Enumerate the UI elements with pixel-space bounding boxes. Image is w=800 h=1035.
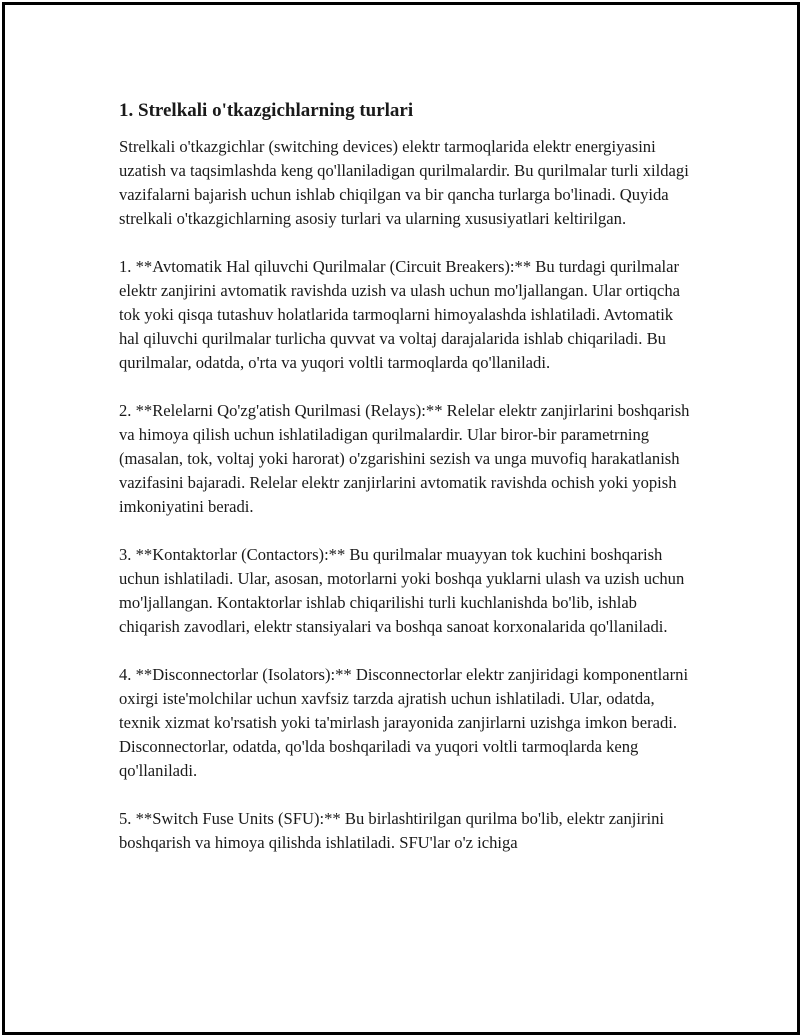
item-disconnectors: 4. **Disconnectorlar (Isolators):** Disconnectorlar elektr zanjiridagi komponentlarni oxirgi iste'molchilar uchun xavfsiz tarzda ajratish uchun ishlatiladi. Ular, odatda, texnik xizmat ko'rsatish yoki ta'mirlash jarayonida zanjirlarni uzishga imkon beradi. Disconnectorlar, odatda, qo'lda boshqariladi va yuqori voltli tarmoqlarda keng qo'llaniladi. xyxy=(119,665,689,780)
document-title: 1. Strelkali o'tkazgichlarning turlari xyxy=(119,100,414,121)
intro-paragraph: Strelkali o'tkazgichlar (switching devices) elektr tarmoqlarida elektr energiyasini uzatish va taqsimlashda keng qo'llaniladigan qurilmalardir. Bu qurilmalar turli xildagi vazifalarni bajarish uchun ishlab chiqilgan va bir qancha turlarga bo'linadi. Quyida strelkali o'tkazgichlarning asosiy turlari va ularning xususiyatlari keltirilgan. xyxy=(119,137,689,228)
page-frame xyxy=(2,2,800,1035)
item-circuit-breakers: 1. **Avtomatik Hal qiluvchi Qurilmalar (Circuit Breakers):** Bu turdagi qurilmalar elektr zanjirini avtomatik ravishda uzish va ulash uchun mo'ljallangan. Ular ortiqcha tok yoki qisqa tutashuv holatlarida tarmoqlarni himoyalashda ishlatiladi. Avtomatik hal qiluvchi qurilmalar turlicha quvvat va voltaj darajalarida ishlab chiqariladi. Bu qurilmalar, odatda, o'rta va yuqori voltli tarmoqlarda qo'llaniladi. xyxy=(119,257,681,372)
item-switch-fuse-units: 5. **Switch Fuse Units (SFU):** Bu birlashtirilgan qurilma bo'lib, elektr zanjirini boshqarish va himoya qilishda ishlatiladi. SFU'lar o'z ichiga xyxy=(119,809,665,852)
document-body xyxy=(119,97,691,879)
item-contactors: 3. **Kontaktorlar (Contactors):** Bu qurilmalar muayyan tok kuchini boshqarish uchun ishlatiladi. Ular, asosan, motorlarni yoki boshqa yuklarni ulash va uzish uchun mo'ljallangan. Kontaktorlar ishlab chiqarilishi turli kuchlanishda bo'lib, ishlab chiqarish zavodlari, elektr stansiyalari va boshqa sanoat korxonalarida qo'llaniladi. xyxy=(119,545,685,636)
item-relays: 2. **Relelarni Qo'zg'atish Qurilmasi (Relays):** Relelar elektr zanjirlarini boshqarish va himoya qilish uchun ishlatiladigan qurilmalardir. Ular biror-bir parametrning (masalan, tok, voltaj yoki harorat) o'zgarishini sezish va unga muvofiq harakatlanish vazifasini bajaradi. Relelar elektr zanjirlarini avtomatik ravishda ochish yoki yopish imkoniyatini beradi. xyxy=(119,401,690,516)
